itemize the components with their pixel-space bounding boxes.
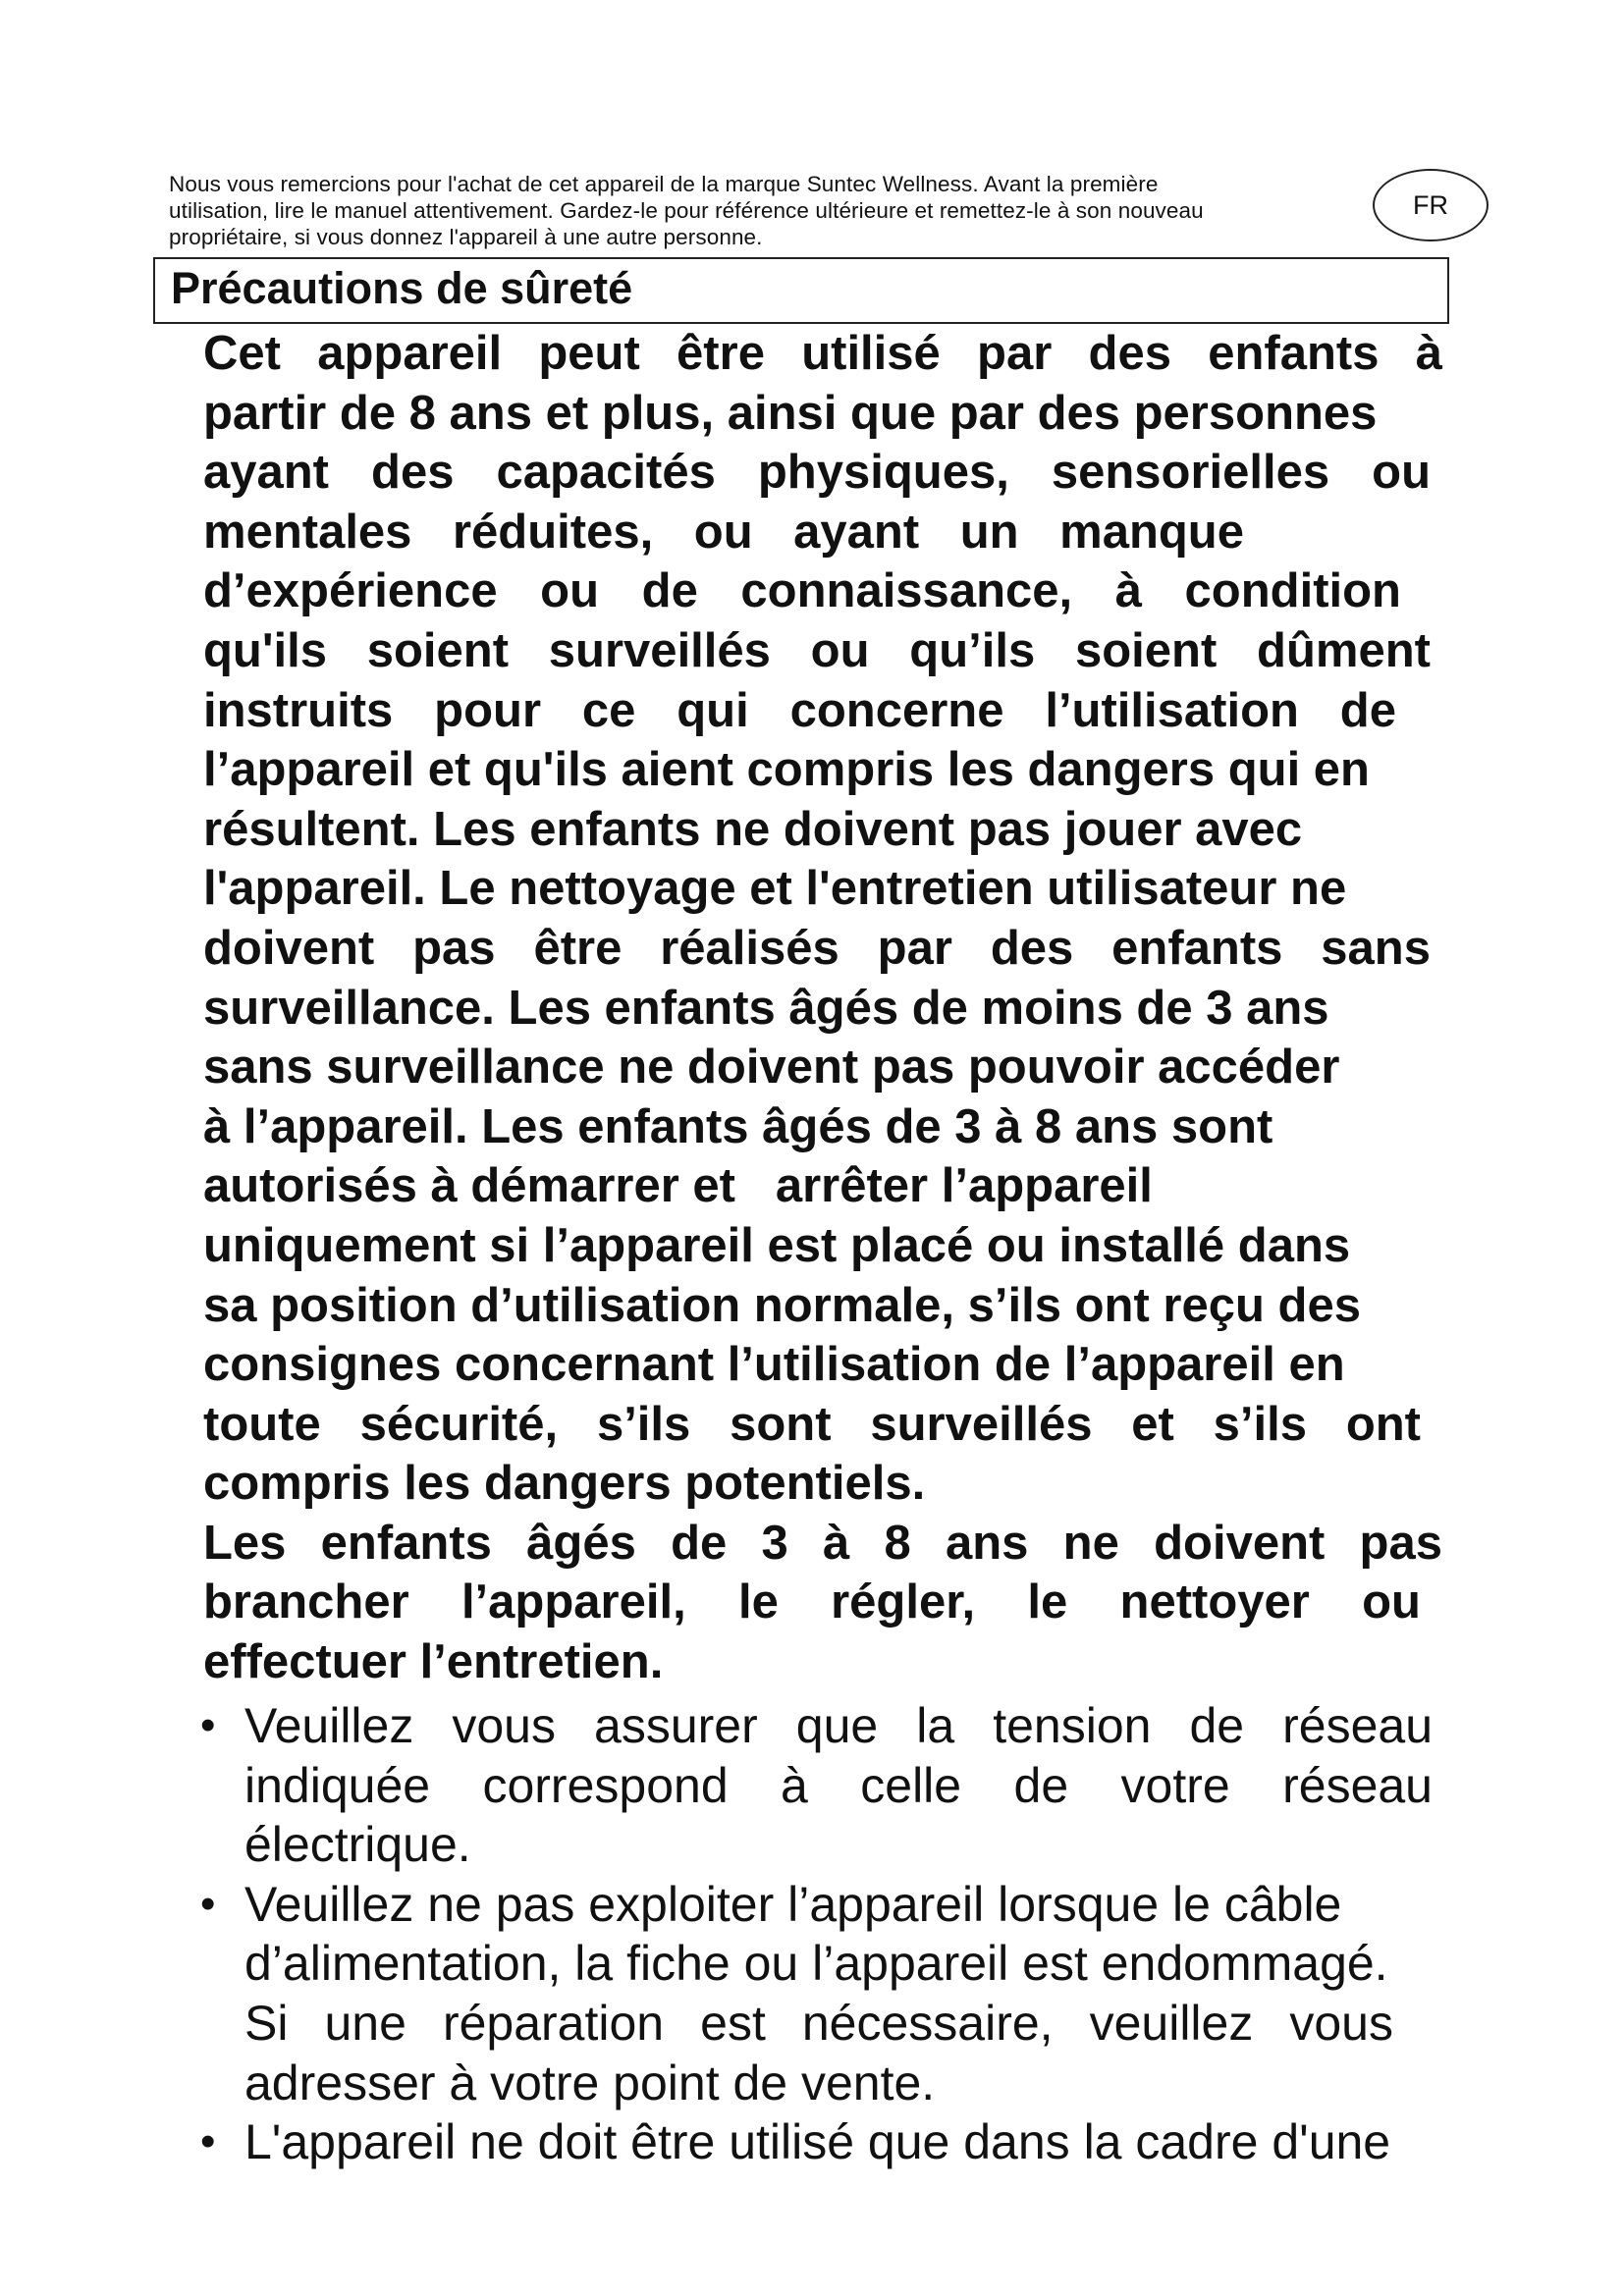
precautions-list xyxy=(200,1696,1477,2172)
paragraph-line: brancher l’appareil, le régler, le nettoyer ou xyxy=(203,1575,1421,1629)
paragraph-line: sa position d’utilisation normale, s’ils ont reçu des xyxy=(203,1278,1361,1332)
paragraph-line: ayant des capacités physiques, sensorielles ou xyxy=(203,446,1431,500)
paragraph-line: effectuer l’entretien. xyxy=(203,1635,664,1689)
list-item xyxy=(200,1875,1477,2112)
list-item-line: Veuillez vous assurer que la tension de réseau xyxy=(244,1698,1433,1753)
paragraph-line: d’expérience ou de connaissance, à condition xyxy=(203,564,1401,618)
paragraph-line: Cet appareil peut être utilisé par des enfants à xyxy=(203,327,1442,380)
list-item-line: d’alimentation, la fiche ou l’appareil est endommagé. xyxy=(244,1936,1388,1992)
paragraph-line: compris les dangers potentiels. xyxy=(203,1457,926,1511)
list-item-line: Veuillez ne pas exploiter l’appareil lorsque le câble xyxy=(244,1876,1342,1932)
intro-line: propriétaire, si vous donnez l'appareil à une autre personne. xyxy=(169,225,763,249)
paragraph-line: l’appareil et qu'ils aient compris les dangers qui en xyxy=(203,743,1370,797)
list-item-line: électrique. xyxy=(244,1817,471,1873)
paragraph-line: Les enfants âgés de 3 à 8 ans ne doivent pas xyxy=(203,1516,1442,1570)
bullet-icon: • xyxy=(200,1701,216,1749)
list-item-line: Si une réparation est nécessaire, veuillez vous xyxy=(244,1995,1393,2051)
section-title: Précautions de sûreté xyxy=(153,257,1449,324)
list-item-line: L'appareil ne doit être utilisé que dans la cadre d'une xyxy=(244,2114,1391,2170)
paragraph-line: uniquement si l’appareil est placé ou installé dans xyxy=(203,1218,1351,1272)
paragraph-line: autorisés à démarrer et arrêter l’appareil xyxy=(203,1159,1153,1213)
list-item-line: indiquée correspond à celle de votre réseau xyxy=(244,1757,1433,1813)
bullet-icon: • xyxy=(200,1879,216,1928)
paragraph-line: à l’appareil. Les enfants âgés de 3 à 8 ans sont xyxy=(203,1099,1273,1153)
paragraph-line: doivent pas être réalisés par des enfants sans xyxy=(203,921,1431,975)
list-item-line: adresser à votre point de vente. xyxy=(244,2055,936,2110)
bullet-icon: • xyxy=(200,2117,216,2166)
paragraph-line: l'appareil. Le nettoyage et l'entretien utilisateur ne xyxy=(203,862,1347,916)
safety-warning-paragraph xyxy=(203,324,1480,1692)
paragraph-line: partir de 8 ans et plus, ainsi que par des personnes xyxy=(203,386,1378,440)
language-badge: FR xyxy=(1373,169,1489,241)
intro-line: Nous vous remercions pour l'achat de cet appareil de la marque Suntec Wellness. Avant la première xyxy=(169,172,1159,196)
list-item xyxy=(200,2112,1477,2172)
paragraph-line: résultent. Les enfants ne doivent pas jouer avec xyxy=(203,802,1303,856)
list-item xyxy=(200,1696,1477,1875)
paragraph-line: consignes concernant l’utilisation de l’appareil en xyxy=(203,1338,1345,1392)
paragraph-line: toute sécurité, s’ils sont surveillés et s’ils ont xyxy=(203,1397,1421,1451)
paragraph-line: qu'ils soient surveillés ou qu’ils soient dûment xyxy=(203,623,1431,677)
intro-line: utilisation, lire le manuel attentivement. Gardez-le pour référence ultérieure et remettez-le à son nouveau xyxy=(169,198,1204,223)
intro-text xyxy=(169,171,1377,250)
paragraph-line: mentales réduites, ou ayant un manque xyxy=(203,505,1244,559)
paragraph-line: surveillance. Les enfants âgés de moins de 3 ans xyxy=(203,981,1329,1035)
paragraph-line: instruits pour ce qui concerne l’utilisation de xyxy=(203,683,1396,737)
paragraph-line: sans surveillance ne doivent pas pouvoir accéder xyxy=(203,1041,1340,1095)
